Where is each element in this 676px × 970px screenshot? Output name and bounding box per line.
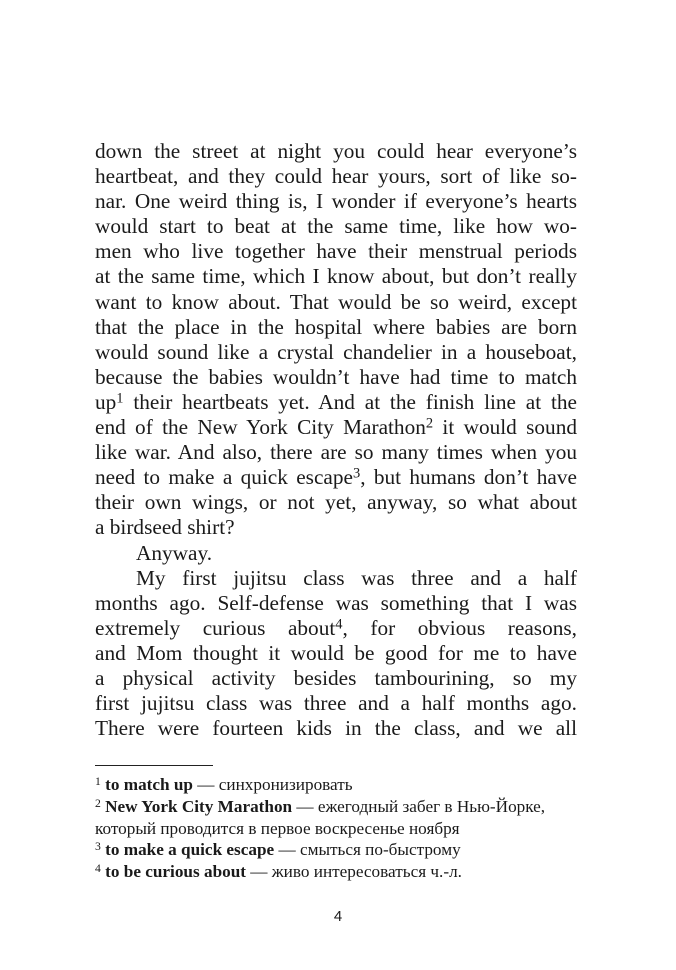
line-text: would sound like a crystal chandelier in a houseboat, [95,339,577,364]
text-line [95,515,577,540]
footnote-term: to make a quick escape [105,840,275,860]
line-text: My first jujitsu class was three and a half [136,565,577,590]
text-line [95,315,577,340]
line-text: men who live together have their menstrual periods [95,239,577,264]
footnote-definition: — ежегодный забег в Нью-Йорке, [292,796,546,816]
line-text-cont: their heartbeats yet. And at the finish line at the [123,389,577,414]
line-text: like war. And also, there are so many times when you [95,440,577,465]
footnote-term: New York City Marathon [105,796,293,816]
text-line [95,139,577,164]
line-text: a physical activity besides tambourining, so my [95,665,577,690]
body-text [95,139,577,741]
text-line [95,666,577,691]
line-text: because the babies wouldn’t have had time to match [95,364,577,389]
text-line [95,290,577,315]
text-line [95,566,577,591]
text-line [95,440,577,465]
line-text: up [95,389,117,414]
footnote-number: 1 [95,774,101,788]
line-text: There were fourteen kids in the class, and we all [95,716,577,741]
line-text: their own wings, or not yet, anyway, so what about [95,490,577,515]
footnote [95,839,585,861]
footnote-definition: который проводится в первое воскресенье ноября [95,818,460,838]
line-text: end of the New York City Marathon [95,415,426,440]
line-text: at the same time, which I know about, but don’t really [95,264,577,289]
line-text-cont: , but humans don’t have [360,465,577,490]
footnote-number: 4 [95,861,101,875]
text-line [95,716,577,741]
line-text: want to know about. That would be so weird, except [95,289,577,314]
line-text: Anyway. [136,540,213,565]
line-text: need to make a quick escape [95,465,353,490]
line-text: heartbeat, and they could hear yours, sort of like so- [95,164,577,189]
line-text: first jujitsu class was three and a half months ago. [95,691,577,716]
line-text-cont: it would sound [433,415,577,440]
line-text: a birdseed shirt? [95,515,235,540]
footnote-ref: 1 [116,390,124,407]
line-text: would start to beat at the same time, like how wo- [95,214,577,239]
text-line [95,239,577,264]
footnote [95,818,585,840]
footnote-definition: — живо интересоваться ч.-л. [246,862,462,882]
line-text: that the place in the hospital where babies are born [95,314,577,339]
footnote [95,796,585,818]
footnote-divider [95,765,213,766]
footnote [95,861,585,883]
footnote-ref: 4 [335,616,343,633]
line-text: nar. One weird thing is, I wonder if everyone’s hearts [95,189,577,214]
footnote-ref: 3 [352,465,361,482]
text-line [95,490,577,515]
text-line [95,365,577,390]
text-line [95,390,577,415]
text-line [95,691,577,716]
text-line [95,465,577,490]
footnote-term: to match up [105,775,193,794]
footnote-ref: 2 [425,415,434,432]
line-text: extremely curious about [95,615,336,640]
footnote-number: 3 [95,840,101,854]
text-line [95,264,577,289]
footnotes [95,774,585,883]
line-text-cont: , for obvious reasons, [342,615,577,640]
footnote-number: 2 [95,796,101,810]
text-line [95,616,577,641]
line-text: down the street at night you could hear everyone’s [95,139,577,163]
text-line [95,340,577,365]
text-line [95,415,577,440]
line-text: months ago. Self-defense was something that I was [95,590,577,615]
text-line [95,214,577,239]
text-line [95,164,577,189]
footnote-definition: — синхронизировать [193,775,353,794]
text-line [95,641,577,666]
text-line [95,541,577,566]
footnote-definition: — смыться по-быстрому [274,840,461,860]
footnote-term: to be curious about [105,862,246,882]
footnote [95,774,585,796]
text-line [95,189,577,214]
text-line [95,591,577,616]
page-number: 4 [333,908,343,925]
line-text: and Mom thought it would be good for me to have [95,640,577,665]
